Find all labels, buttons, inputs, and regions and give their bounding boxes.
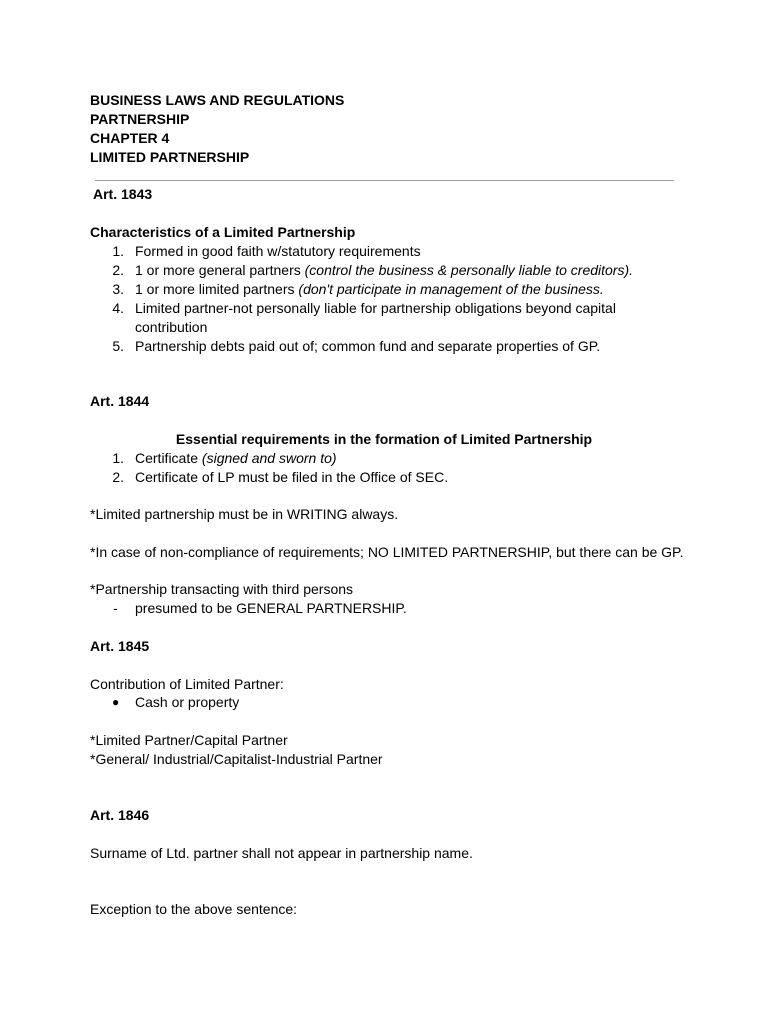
list-number: 4. bbox=[112, 300, 124, 316]
list-number: 3. bbox=[112, 281, 124, 297]
list-item-note: (signed and sworn to) bbox=[201, 450, 337, 466]
bullet-marker: ● bbox=[112, 695, 120, 709]
note-general-partner: *General/ Industrial/Capitalist-Industrial Partner bbox=[90, 751, 383, 767]
art-1844-heading: Art. 1844 bbox=[90, 393, 150, 409]
list-number: 1. bbox=[112, 243, 124, 259]
contribution-intro: Contribution of Limited Partner: bbox=[90, 676, 284, 692]
list-item-text: 1 or more limited partners bbox=[135, 281, 299, 297]
list-number: 5. bbox=[112, 338, 124, 354]
dash-marker: - bbox=[113, 600, 118, 616]
dash-item-text: presumed to be GENERAL PARTNERSHIP. bbox=[135, 600, 407, 616]
art-1846-text: Surname of Ltd. partner shall not appear in partnership name. bbox=[90, 845, 473, 861]
list-item-text: Limited partner-not personally liable for partnership obligations beyond capital bbox=[135, 300, 616, 316]
list-item-text-continued: contribution bbox=[135, 319, 208, 335]
note-third-persons: *Partnership transacting with third persons bbox=[90, 581, 354, 597]
art-1846-heading: Art. 1846 bbox=[90, 807, 150, 823]
list-number: 2. bbox=[112, 469, 124, 485]
chapter-title: LIMITED PARTNERSHIP bbox=[90, 149, 250, 165]
list-item-note: (don't participate in management of the business. bbox=[298, 281, 604, 297]
list-number: 2. bbox=[112, 262, 124, 278]
art-1844-title: Essential requirements in the formation of Limited Partnership bbox=[175, 431, 593, 447]
chapter-label: CHAPTER 4 bbox=[90, 130, 170, 146]
art-1845-heading: Art. 1845 bbox=[90, 638, 150, 654]
list-item-text: Formed in good faith w/statutory requirements bbox=[135, 243, 421, 259]
doc-title: BUSINESS LAWS AND REGULATIONS bbox=[90, 92, 345, 108]
list-item-text: Partnership debts paid out of; common fund and separate properties of GP. bbox=[135, 338, 601, 354]
list-item-note: (control the business & personally liable to creditors). bbox=[304, 262, 634, 278]
note-limited-partner: *Limited Partner/Capital Partner bbox=[90, 732, 288, 748]
list-item-text: Certificate of LP must be filed in the Office of SEC. bbox=[135, 469, 449, 485]
art-1843-title: Characteristics of a Limited Partnership bbox=[90, 224, 356, 240]
list-item-text: Certificate bbox=[135, 450, 202, 466]
list-item-text: 1 or more general partners bbox=[135, 262, 305, 278]
art-1846-exception: Exception to the above sentence: bbox=[90, 901, 298, 917]
note-non-compliance: *In case of non-compliance of requirements; NO LIMITED PARTNERSHIP, but there can be GP. bbox=[90, 544, 684, 560]
note-writing: *Limited partnership must be in WRITING always. bbox=[90, 506, 399, 522]
bullet-item-text: Cash or property bbox=[135, 694, 240, 710]
horizontal-divider bbox=[95, 180, 674, 181]
list-number: 1. bbox=[112, 450, 124, 466]
doc-subtitle: PARTNERSHIP bbox=[90, 111, 190, 127]
art-1843-heading: Art. 1843 bbox=[93, 186, 153, 202]
